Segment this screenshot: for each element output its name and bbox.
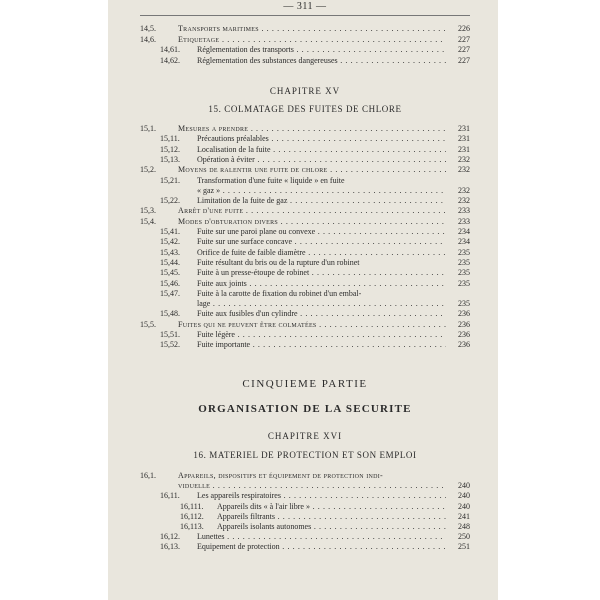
toc-entry-title: Equipement de protection . . .	[197, 542, 446, 552]
toc-entry-page: 236	[458, 330, 470, 339]
toc-entry	[140, 206, 470, 216]
toc-entry	[140, 134, 470, 144]
toc-entry-page: 236	[458, 340, 470, 350]
toc-entry	[140, 258, 470, 268]
toc-entry-title: Fuite résultant du bris ou de la rupture d'un robinet	[197, 257, 360, 267]
toc-entry-number: 15,46.	[160, 278, 180, 288]
toc-entry	[140, 56, 470, 66]
toc-entry-page: 231	[458, 124, 470, 133]
toc-entry-number: 15,2.	[140, 165, 156, 175]
chapter-heading-xv: CHAPITRE XV	[269, 86, 341, 96]
toc-entry-number: 16,111.	[180, 501, 204, 511]
toc-entry-number: 15,48.	[160, 309, 180, 319]
toc-entry-page: 250	[458, 532, 470, 542]
toc-entry-number: 15,21.	[160, 175, 180, 185]
toc-entry	[140, 502, 470, 512]
chapter-heading-xvi: CHAPITRE XVI	[267, 431, 343, 441]
toc-entry-title: lage . . .	[197, 299, 446, 309]
section-heading-15: 15. COLMATAGE DES FUITES DE CHLORE	[208, 104, 402, 114]
toc-entry-title: Limitation de la fuite de gaz . . .	[197, 196, 446, 206]
toc-entry	[140, 24, 470, 34]
toc-entry-page: 235	[458, 257, 470, 267]
toc-entry-title: Transports maritimes . . .	[178, 24, 446, 34]
toc-entry-title: Modes d'obturation divers . . .	[178, 217, 446, 227]
toc-entry-number: 15,4.	[140, 216, 156, 226]
toc-entry-number: 15,13.	[160, 154, 180, 164]
toc-entry-number: 16,11.	[160, 491, 180, 501]
toc-entry	[140, 289, 470, 299]
toc-entry	[140, 522, 470, 532]
toc-entry	[140, 124, 470, 134]
toc-entry-title: Etiquetage . . .	[178, 35, 446, 45]
toc-entry-page: 235	[458, 247, 470, 257]
toc-entry-page: 235	[458, 278, 470, 288]
part-heading: CINQUIEME PARTIE	[242, 378, 368, 390]
toc-entry-number: 15,41.	[160, 227, 180, 236]
toc-entry	[140, 320, 470, 330]
toc-entry-title: Fuite aux fusibles d'un cylindre . . .	[197, 309, 446, 319]
toc-entry-number: 16,13.	[160, 542, 180, 552]
toc-entry	[140, 248, 470, 258]
toc-entry-page: 240	[458, 501, 470, 511]
section-heading-16: 16. MATERIEL DE PROTECTION ET SON EMPLOI	[193, 450, 417, 460]
toc-entry-number: 15,3.	[140, 206, 156, 216]
toc-entry-title: Localisation de la fuite . . .	[197, 145, 446, 155]
toc-entry-page: 227	[458, 34, 470, 44]
toc-entry-page: 232	[458, 185, 470, 195]
toc-entry	[140, 512, 470, 522]
toc-entry-page: 227	[458, 55, 470, 65]
toc-entry-number: 14,62.	[160, 55, 180, 65]
toc-entry	[140, 45, 470, 55]
toc-entry-page: 231	[458, 134, 470, 144]
toc-entry-number: 16,113.	[180, 522, 204, 531]
toc-entry-title: Fuite sur une paroi plane ou convexe . . .	[197, 227, 446, 237]
toc-entry	[140, 155, 470, 165]
toc-entry-title: Lunettes . . .	[197, 532, 446, 542]
toc-entry-number: 15,12.	[160, 144, 180, 154]
toc-entry-number: 15,47.	[160, 288, 180, 298]
table-of-contents-page	[140, 0, 470, 600]
toc-entry	[140, 176, 470, 186]
toc-entry	[140, 165, 470, 175]
toc-entry-number: 14,5.	[140, 24, 156, 33]
toc-entry-title: Appareils filtrants . . .	[217, 512, 446, 522]
toc-entry-title: Fuite légère . . .	[197, 330, 446, 340]
toc-entry-title: Fuites qui ne peuvent être colmatées . . .	[178, 320, 446, 330]
toc-entry-page: 251	[458, 542, 470, 552]
toc-entry-number: 14,6.	[140, 34, 156, 44]
toc-entry-title: Fuite à un presse-étoupe de robinet . . .	[197, 268, 446, 278]
toc-entry	[140, 217, 470, 227]
toc-entry-number: 15,43.	[160, 247, 180, 257]
toc-entry-title: Opération à éviter . . .	[197, 155, 446, 165]
toc-entry-page: 234	[458, 237, 470, 247]
toc-entry-number: 16,12.	[160, 532, 180, 542]
toc-entry-number: 15,1.	[140, 124, 156, 133]
toc-entry	[140, 542, 470, 552]
toc-entry-number: 16,112.	[180, 511, 204, 521]
part-title: ORGANISATION DE LA SECURITE	[198, 403, 412, 415]
toc-entry-page: 231	[458, 144, 470, 154]
toc-entry-title: Fuite à la carotte de fixation du robinet d'un embal-	[197, 288, 362, 298]
toc-entry-page: 233	[458, 216, 470, 226]
toc-entry-page: 236	[458, 319, 470, 329]
toc-entry-number: 15,42.	[160, 237, 180, 247]
toc-entry	[140, 299, 470, 309]
toc-entry-number: 15,45.	[160, 268, 180, 278]
toc-entry-page: 232	[458, 154, 470, 164]
toc-entry-page: 240	[458, 491, 470, 501]
toc-entry-title: Transformation d'une fuite « liquide » en fuite	[197, 175, 345, 185]
toc-entry-title: Mesures a prendre . . .	[178, 124, 446, 134]
toc-entry-title: Les appareils respiratoires . . .	[197, 491, 446, 501]
page-number: — 311 —	[283, 1, 327, 12]
toc-entry-page: 226	[458, 24, 470, 33]
header-rule	[140, 15, 470, 16]
toc-entry-page: 234	[458, 227, 470, 236]
toc-entry	[140, 227, 470, 237]
toc-entry-number: 15,51.	[160, 330, 180, 339]
toc-entry-number: 15,22.	[160, 196, 180, 206]
toc-entry-title: Précautions préalables . . .	[197, 134, 446, 144]
toc-entry-page: 248	[458, 522, 470, 531]
toc-entry-page: 235	[458, 268, 470, 278]
toc-entry-title: viduelle . . .	[178, 481, 446, 491]
toc-entry-title: Fuite sur une surface concave . . .	[197, 237, 446, 247]
toc-entry	[140, 35, 470, 45]
toc-entry-page: 236	[458, 309, 470, 319]
toc-entry-page: 235	[458, 299, 470, 309]
toc-entry-title: Fuite aux joints . . .	[197, 279, 446, 289]
toc-entry-page: 241	[458, 511, 470, 521]
toc-entry-title: « gaz » . . .	[197, 186, 446, 196]
toc-entry-page: 227	[458, 45, 470, 54]
toc-entry-title: Moyens de ralentir une fuite de chlore . . .	[178, 165, 446, 175]
toc-entry	[140, 145, 470, 155]
toc-entry-title: Fuite importante . . .	[197, 340, 446, 350]
toc-entry	[140, 481, 470, 491]
toc-entry	[140, 279, 470, 289]
toc-entry-number: 14,61.	[160, 45, 180, 54]
toc-entry-page: 232	[458, 196, 470, 206]
toc-entry-number: 15,44.	[160, 257, 180, 267]
toc-entry-number: 16,1.	[140, 471, 156, 480]
toc-entry	[140, 340, 470, 350]
toc-entry	[140, 309, 470, 319]
toc-entry-page: 232	[458, 165, 470, 175]
toc-entry-title: Réglementation des substances dangereuses . . .	[197, 56, 446, 66]
toc-entry-title: Appareils dits « à l'air libre » . . .	[217, 502, 446, 512]
toc-entry-page: 233	[458, 206, 470, 216]
toc-entry	[140, 330, 470, 340]
toc-entry	[140, 491, 470, 501]
toc-entry-title: Arrêt d'une fuite . . .	[178, 206, 446, 216]
toc-entry-page: 240	[458, 481, 470, 491]
toc-entry	[140, 268, 470, 278]
toc-entry-title: Appareils isolants autonomes . . .	[217, 522, 446, 532]
toc-entry-number: 15,5.	[140, 319, 156, 329]
toc-entry-title: Appareils, dispositifs et équipement de protection indi-	[178, 471, 384, 480]
toc-entry-title: Orifice de fuite de faible diamètre . . .	[197, 248, 446, 258]
toc-entry-title: Réglementation des transports . . .	[197, 45, 446, 55]
toc-entry	[140, 196, 470, 206]
toc-entry	[140, 186, 470, 196]
toc-entry-number: 15,52.	[160, 340, 180, 350]
toc-entry	[140, 471, 470, 481]
toc-entry-number: 15,11.	[160, 134, 180, 144]
toc-entry	[140, 532, 470, 542]
toc-entry	[140, 237, 470, 247]
